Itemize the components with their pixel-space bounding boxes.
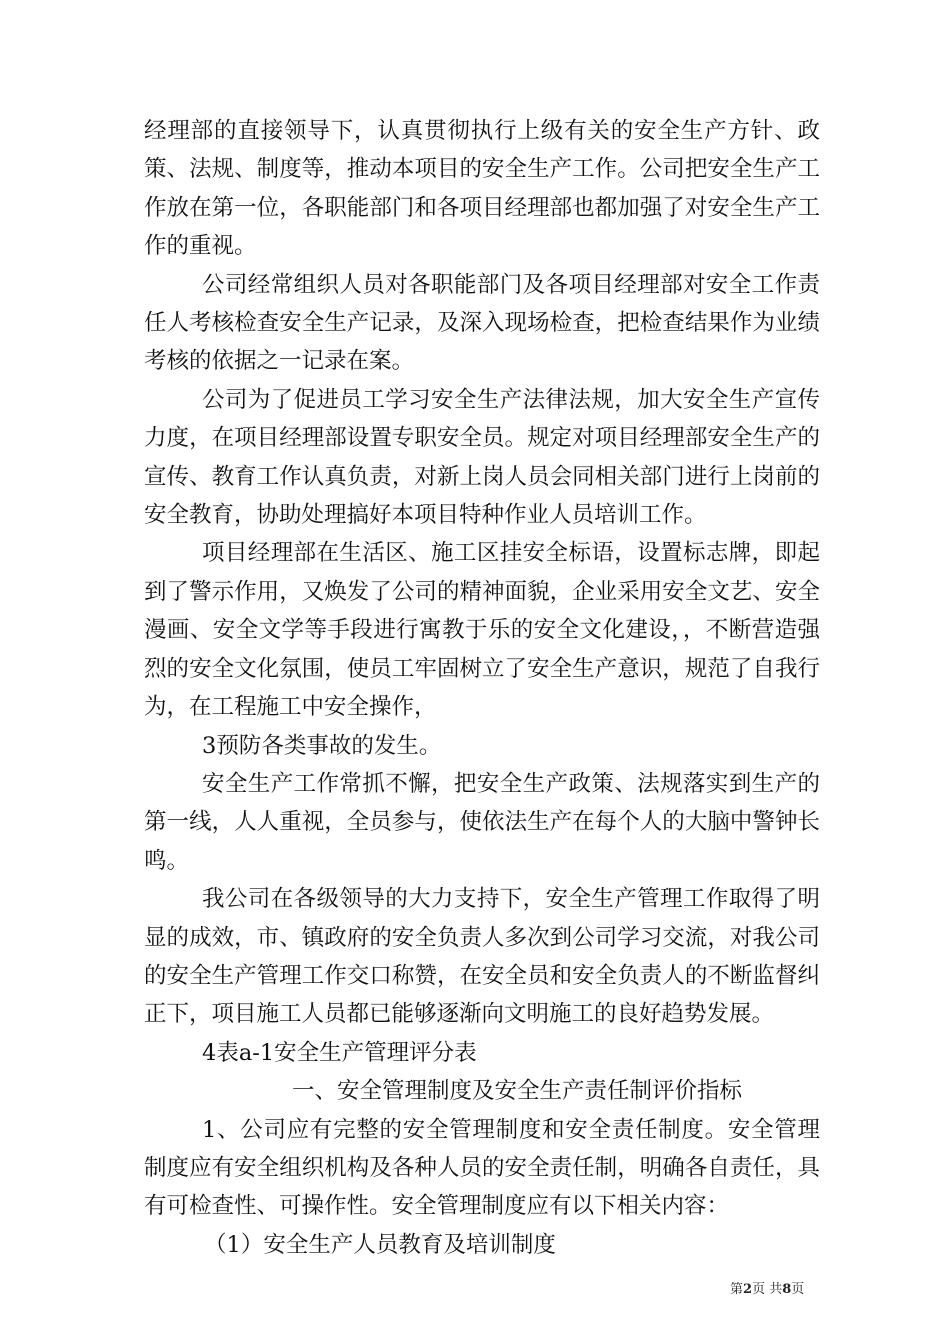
paragraph-persistence: 安全生产工作常抓不懈，把安全生产政策、法规落实到生产的第一线，人人重视，全员参与，使依法生产在每个人的大脑中警钟长鸣。 <box>144 770 820 874</box>
paragraph-requirements: 1、公司应有完整的安全管理制度和安全责任制度。安全管理制度应有安全组织机构及各种人员的安全责任制，明确各自责任，具有可检查性、可操作性。安全管理制度应有以下相关内容： <box>144 1116 820 1220</box>
paragraph-culture: 项目经理部在生活区、施工区挂安全标语，设置标志牌，即起到了警示作用，又焕发了公司的精神面貌，企业采用安全文艺、安全漫画、安全文学等手段进行寓教于乐的安全文化建设，，不断营造强烈的安全文化氛围，使员工牢固树立了安全生产意识，规范了自我行为，在工程施工中安全操作， <box>144 540 820 721</box>
list-item: （1）安全生产人员教育及培训制度 <box>204 1231 556 1258</box>
current-page-number: 2 <box>743 1282 753 1297</box>
paragraph-continuation: 经理部的直接领导下，认真贯彻执行上级有关的安全生产方针、政策、法规、制度等，推动本项目的安全生产工作。公司把安全生产工作放在第一位，各职能部门和各项目经理部也都加强了对安全生产工作的重视。 <box>144 118 820 260</box>
footer-prefix: 第 <box>730 1282 744 1297</box>
paragraph-inspection: 公司经常组织人员对各职能部门及各项目经理部对安全工作责任人考核检查安全生产记录，及深入现场检查，把检查结果作为业绩考核的依据之一记录在案。 <box>144 271 820 375</box>
table-caption: 4表a-1安全生产管理评分表 <box>202 1039 477 1066</box>
paragraph-results: 我公司在各级领导的大力支持下，安全生产管理工作取得了明显的成效，市、镇政府的安全负责人多次到公司学习交流，对我公司的安全生产管理工作交口称赞，在安全员和安全负责人的不断监督纠正下，项目施工人员都已能够逐渐向文明施工的良好趋势发展。 <box>144 886 820 1028</box>
paragraph-training: 公司为了促进员工学习安全生产法律法规，加大安全生产宣传力度，在项目经理部设置专职安全员。规定对项目经理部安全生产的宣传、教育工作认真负责，对新上岗人员会同相关部门进行上岗前的安全教育，协助处理搞好本项目特种作业人员培训工作。 <box>144 386 820 529</box>
footer-middle: 页 共 <box>752 1282 783 1297</box>
section-heading: 一、安全管理制度及安全生产责任制评价指标 <box>292 1078 743 1105</box>
footer-suffix: 页 <box>791 1282 805 1297</box>
page-number-footer <box>730 1278 804 1297</box>
document-body <box>144 112 820 1264</box>
total-pages-number: 8 <box>782 1282 792 1297</box>
paragraph-prevention: 3预防各类事故的发生。 <box>202 732 442 759</box>
